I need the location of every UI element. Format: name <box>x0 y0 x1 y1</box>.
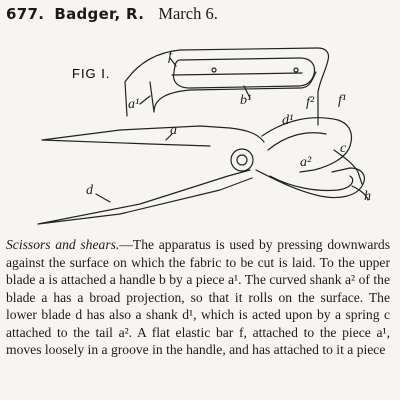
label-a2: a² <box>300 155 312 170</box>
pivot-screw <box>231 149 253 171</box>
abstract-title: Scissors and shears. <box>6 237 120 252</box>
label-h: h <box>364 189 371 204</box>
upper-blade-a <box>42 126 264 146</box>
patentee-name: Badger, R. <box>54 5 145 23</box>
patent-number: 677. <box>6 5 45 23</box>
figure-label: FIG I. <box>72 66 111 81</box>
label-d1: d¹ <box>282 113 294 128</box>
label-a1: a¹ <box>128 97 140 112</box>
label-f-top: f <box>168 49 172 64</box>
abstract-text <box>6 236 390 359</box>
label-f2: f² <box>306 95 315 110</box>
patent-date: March 6. <box>158 4 218 23</box>
rivet-2 <box>294 68 298 72</box>
spring-c <box>334 150 362 184</box>
pivot-screw-center <box>237 155 247 165</box>
label-f1: f¹ <box>338 93 347 108</box>
label-b1: b¹ <box>240 93 252 108</box>
patent-header <box>6 2 218 26</box>
label-d: d <box>86 183 93 198</box>
rivet-1 <box>212 68 216 72</box>
label-a: a <box>170 123 177 138</box>
elastic-bar <box>172 73 302 75</box>
leader-a1 <box>140 96 150 104</box>
scissors-figure <box>0 30 400 234</box>
lower-blade-d <box>38 170 252 224</box>
shank-d1 <box>256 168 364 198</box>
leader-d <box>96 194 110 202</box>
label-c: c <box>340 141 347 156</box>
abstract-body: —The apparatus is used by pressing downwards against the surface on which the fabric to be cut is laid. To the upper blade a is attached a handle b by a piece a¹. The curved shank a² of the blade a has a broad projection, so that it rolls on the surface. The lower blade d has also a shank d¹, which is acted upon by a spring c attached to the tail a². A flat elastic bar f, attached to the piece a¹, moves loosely in a groove in the handle, and has attached to it a piece <box>6 237 390 357</box>
